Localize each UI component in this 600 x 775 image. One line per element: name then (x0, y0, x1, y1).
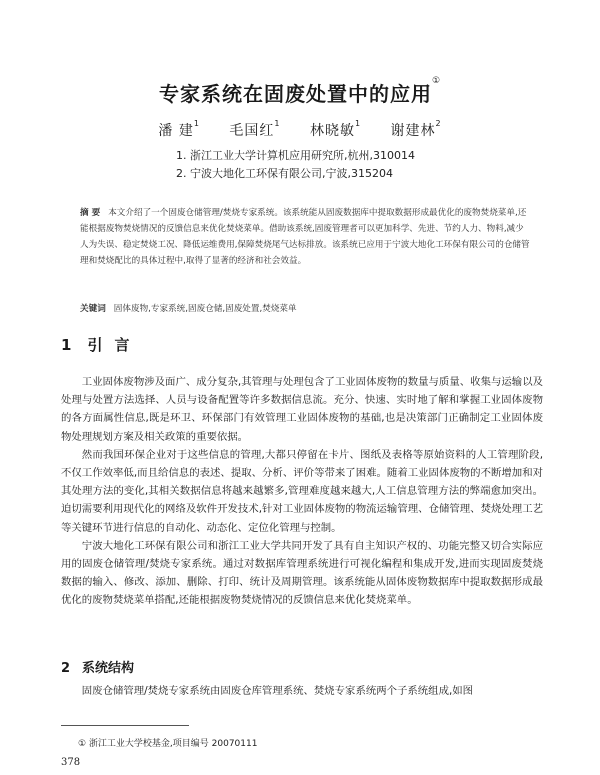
abstract-text: 本文介绍了一个固废仓储管理/焚烧专家系统。该系统能从固废数据库中提取数据形成最优化的废物焚烧菜单,还能根据废物焚烧情况的反馈信息来优化焚烧菜单。借助该系统,固废管理者可以更加科学、先进、节约人力、物料,减少人为失误、稳定焚烧工况、降低运维费用,保障焚烧尾气达标排放。该系统已应用于宁波大地化工环保有限公司的仓储管理和焚烧配比的具体过程中,取得了显著的经济和社会效益。 (80, 208, 530, 266)
author-list (0, 120, 600, 140)
author-affiliation-mark: 1 (193, 119, 200, 128)
footnote-rule (61, 725, 189, 726)
title-footnote-mark: ① (431, 76, 442, 86)
author-name: 潘 建 (158, 123, 194, 139)
author-affiliation-mark: 1 (354, 119, 362, 128)
title-text: 专家系统在固废处置中的应用 (158, 82, 432, 106)
page-number: 378 (61, 757, 81, 768)
keywords-label: 关键词 (80, 304, 106, 314)
paper-title (0, 78, 600, 107)
author (229, 119, 281, 139)
author-affiliation-mark: 2 (435, 119, 442, 128)
author-affiliation-mark: 1 (274, 119, 281, 128)
section-number: 2 (61, 661, 71, 676)
paragraph: 宁波大地化工环保有限公司和浙江工业大学共同开发了具有自主知识产权的、功能完整又切合实际应用的固废仓储管理/焚烧专家系统。通过对数据库管理系统进行可视化编程和集成开发,进而实现固废焚烧数据的输入、修改、添加、删除、打印、统计及周期管理。该系统能从固体废物数据库中提取数据形成最优化的废物焚烧菜单搭配,还能根据废物焚烧情况的反馈信息来优化焚烧菜单。 (61, 539, 543, 607)
abstract (80, 205, 532, 269)
paragraph: 然而我国环保企业对于这些信息的管理,大都只停留在卡片、图纸及表格等原始资料的人工管理阶段,不仅工作效率低,而且给信息的表述、提取、分析、评价等带来了困难。随着工业固体废物的不断增加和对其处理方法的变化,其相关数据信息将越来越繁多,管理难度越来越大,人工信息管理方法的弊端愈加突出。迫切需要利用现代化的网络及软件开发技术,针对工业固体废物的物流运输管理、仓储管理、焚烧处理工艺等关键环节进行信息的自动化、动态化、定位化管理与控制。 (61, 448, 543, 534)
system-structure-body (61, 682, 543, 700)
abstract-label: 摘 要 (80, 208, 101, 218)
section-heading-introduction (61, 334, 141, 355)
keywords (80, 302, 532, 314)
section-number: 1 (61, 336, 74, 354)
introduction-body (61, 373, 543, 610)
affiliation-1: 1. 浙江工业大学计算机应用研究所,杭州,310014 (176, 149, 415, 162)
section-title: 系统结构 (82, 661, 135, 676)
author (390, 119, 442, 139)
author-name: 谢建林 (390, 123, 436, 139)
author (158, 119, 200, 139)
author-name: 林晓敏 (309, 123, 355, 139)
footnote: ① 浙江工业大学校基金,项目编号 20070111 (78, 739, 258, 749)
affiliation-2: 2. 宁波大地化工环保有限公司,宁波,315204 (176, 167, 393, 180)
section-heading-system-structure (61, 657, 134, 676)
author (309, 119, 362, 139)
paragraph: 固废仓储管理/焚烧专家系统由固废仓库管理系统、焚烧专家系统两个子系统组成,如图 (81, 685, 474, 697)
paragraph: 工业固体废物涉及面广、成分复杂,其管理与处理包含了工业固体废物的数量与质量、收集与运输以及处理与处置方法选择、人员与设备配置等许多数据信息流。充分、快速、实时地了解和掌握工业固体废物的各方面属性信息,既是环卫、环保部门有效管理工业固体废物的基础,也是决策部门正确制定工业固体废物处理规划方案及相关政策的重要依据。 (61, 376, 543, 443)
section-title: 引言 (87, 336, 142, 354)
author-name: 毛国红 (229, 123, 275, 139)
keywords-text: 固体废物,专家系统,固废仓储,固废处置,焚烧菜单 (113, 304, 297, 314)
